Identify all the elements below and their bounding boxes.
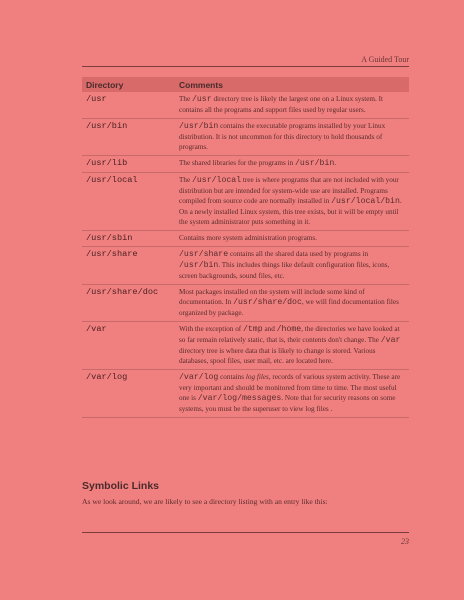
table-row <box>82 119 409 156</box>
table-row <box>82 92 409 119</box>
path-text: /usr/bin <box>179 122 219 131</box>
comment-text: contains the executable programs installed by your Linux distribution. It is not uncommon for this directory to hold thousands of programs. <box>179 122 386 151</box>
comment-text: Contains more system administration programs. <box>179 234 317 242</box>
table-row <box>82 285 409 322</box>
comment-cell <box>175 247 409 285</box>
table-row <box>82 322 409 370</box>
comment-text: The <box>179 95 192 103</box>
path-text: /var/log/messages <box>197 394 282 403</box>
directory-cell: /usr/share <box>82 247 175 285</box>
table-row <box>82 156 409 173</box>
comment-cell <box>175 370 409 418</box>
comment-text: log files <box>245 373 269 381</box>
path-text: /var/log <box>179 373 219 382</box>
directory-cell: /usr/lib <box>82 156 175 173</box>
comment-text: The <box>179 176 192 184</box>
directory-cell: /usr/local <box>82 173 175 231</box>
page-number: 23 <box>401 537 409 546</box>
path-text: /var <box>380 336 401 345</box>
comment-cell <box>175 322 409 370</box>
comment-text: , we will find documentation files organized by package. <box>179 298 399 317</box>
directory-cell: /usr/share/doc <box>82 285 175 322</box>
comment-text: directory tree is likely the largest one on a Linux system. It contains all the programs and support files used by regular users. <box>179 95 383 114</box>
comment-text: With the exception of <box>179 325 243 333</box>
comment-text: . Note that for security reasons on some systems, you must be the superuser to view log files . <box>179 394 396 413</box>
comment-text: The shared libraries for the programs in <box>179 159 295 167</box>
path-text: /usr/share <box>179 250 229 259</box>
table-header-row <box>82 77 409 92</box>
footer-rule <box>82 532 409 533</box>
column-header-comments: Comments <box>175 77 409 92</box>
path-text: /usr/bin <box>179 261 219 270</box>
comment-cell <box>175 156 409 173</box>
table-row <box>82 231 409 247</box>
section-title: Symbolic Links <box>82 480 160 492</box>
comment-text: , records of various system activity. These are very important and should be monitored from time to time. The most useful one is <box>179 373 401 402</box>
comment-cell <box>175 119 409 156</box>
directory-cell: /usr/bin <box>82 119 175 156</box>
path-text: /usr <box>191 95 212 104</box>
running-header: A Guided Tour <box>361 55 409 64</box>
comment-text: . On a newly installed Linux system, this tree exists, but it will be empty until the system administrator puts something in it. <box>179 197 402 226</box>
directory-cell: /var <box>82 322 175 370</box>
path-text: /tmp <box>242 325 263 334</box>
comment-text: . This includes things like default configuration files, icons, screen backgrounds, sound files, etc. <box>179 261 390 280</box>
comment-cell <box>175 285 409 322</box>
comment-text: and <box>262 325 277 333</box>
directory-cell: /usr/sbin <box>82 231 175 247</box>
header-rule <box>82 66 409 67</box>
table-row <box>82 173 409 231</box>
comment-cell <box>175 92 409 119</box>
table-row <box>82 370 409 418</box>
path-text: /home <box>276 325 302 334</box>
comment-cell <box>175 231 409 247</box>
comment-text: . <box>334 159 337 167</box>
table-row <box>82 247 409 285</box>
body-paragraph: As we look around, we are likely to see a directory listing with an entry like this: <box>82 497 328 506</box>
comment-text: , the directories we have looked at so far remain relatively static, that is, their contents don't change. The <box>179 325 400 344</box>
comment-text: tree is where programs that are not included with your distribution but are intended for system-wide use are installed. Programs compiled from source code are normally installed in <box>179 176 399 205</box>
comment-text: contains all the shared data used by programs in <box>228 250 369 258</box>
path-text: /usr/share/doc <box>233 298 302 307</box>
table-body <box>82 92 409 418</box>
column-header-directory: Directory <box>82 77 175 92</box>
directory-cell: /var/log <box>82 370 175 418</box>
path-text: /usr/bin <box>294 159 335 168</box>
directory-table <box>82 77 409 418</box>
comment-cell <box>175 173 409 231</box>
comment-text: Most packages installed on the system will include some kind of documentation. In <box>179 288 365 306</box>
directory-cell: /usr <box>82 92 175 119</box>
path-text: /usr/local/bin <box>331 197 400 206</box>
comment-text: directory tree is where data that is likely to change is stored. Various databases, spool files, user mail, etc. are located here. <box>179 347 376 365</box>
comment-text: contains <box>218 373 246 381</box>
path-text: /usr/local <box>191 176 242 185</box>
